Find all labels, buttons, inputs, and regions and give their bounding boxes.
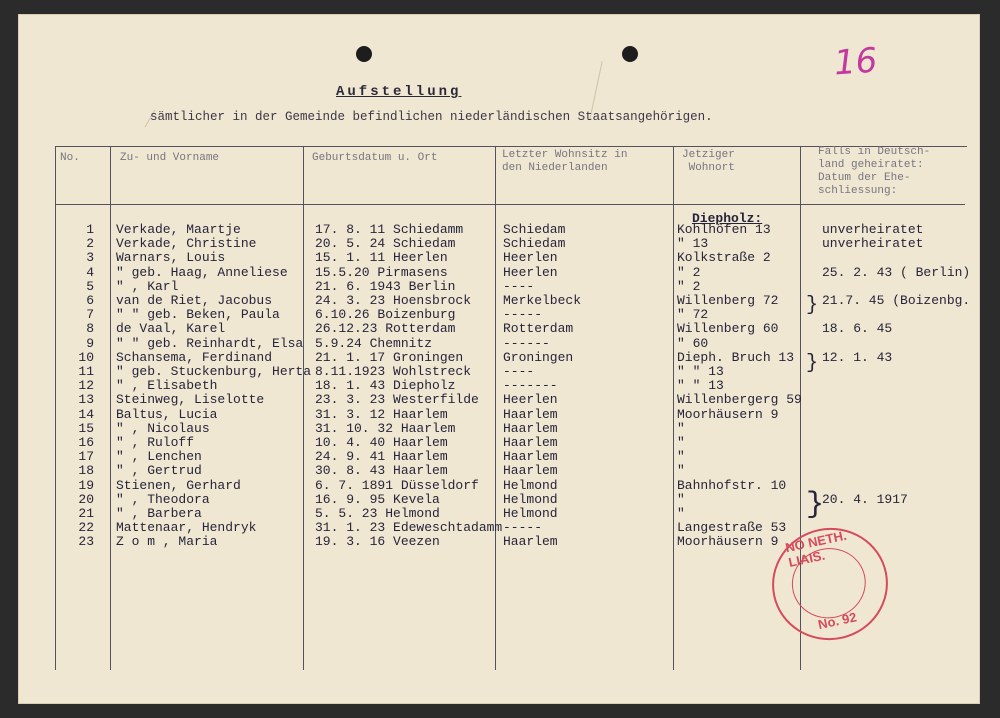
col-divider-birth [495, 146, 496, 670]
cell-current: " 2 [677, 278, 701, 294]
row-number: 7 [86, 307, 94, 323]
cell-name: " , Barbera [116, 506, 202, 521]
row-number: 4 [86, 264, 94, 280]
cell-married: 25. 2. 43 ( Berlin) [822, 264, 971, 280]
row-number: 23 [78, 534, 94, 550]
cell-married: 20. 4. 1917 [822, 491, 908, 507]
cell-current: " [677, 449, 685, 465]
cell-current: Kohlhöfen 13 [677, 222, 771, 237]
cell-name: Steinweg, Liselotte [116, 392, 265, 408]
cell-current: Moorhäusern 9 [677, 534, 779, 550]
cell-current: Moorhäusern 9 [677, 406, 779, 422]
row-number: 18 [78, 463, 94, 479]
row-number: 13 [78, 392, 94, 408]
cell-last: Helmond [503, 506, 558, 521]
row-number: 10 [78, 349, 94, 365]
cell-name: " , Karl [116, 278, 179, 294]
cell-birth: 31. 10. 32 Haarlem [315, 420, 456, 436]
row-number: 14 [78, 406, 94, 422]
cell-name: Z o m , Maria [116, 534, 218, 550]
cell-name: " " geb. Reinhardt, Elsa [116, 335, 304, 351]
cell-name: Mattenaar, Hendryk [116, 520, 257, 536]
row-number: 9 [86, 335, 94, 351]
cell-birth: 31. 3. 12 Haarlem [315, 406, 448, 422]
cell-current: " [677, 420, 685, 436]
page-number: 16 [832, 40, 879, 84]
cell-last: Helmond [503, 491, 558, 507]
cell-current: " 13 [677, 236, 709, 252]
cell-birth: 8.11.1923 Wohlstreck [315, 364, 472, 379]
row-number: 21 [78, 506, 94, 521]
row-number: 2 [86, 236, 94, 252]
cell-last: Haarlem [503, 463, 558, 479]
cell-last: Rotterdam [503, 321, 574, 337]
row-number: 8 [86, 321, 94, 337]
cell-current: " [677, 463, 685, 479]
cell-current: " [677, 435, 685, 450]
cell-name: Schansema, Ferdinand [116, 349, 273, 365]
cell-married: unverheiratet [822, 236, 924, 252]
document-subtitle: sämtlicher in der Gemeinde befindlichen niederländischen Staatsangehörigen. [150, 110, 713, 124]
row-number: 5 [86, 278, 94, 294]
cell-birth: 5. 5. 23 Helmond [315, 506, 440, 521]
row-number: 6 [86, 293, 94, 308]
cell-birth: 24. 3. 23 Hoensbrock [315, 293, 472, 308]
cell-last: Haarlem [503, 406, 558, 422]
cell-birth: 6.10.26 Boizenburg [315, 307, 456, 323]
table-header-rule [55, 204, 965, 205]
header-current-residence: Jetziger Wohnort [682, 149, 735, 174]
bracket-mark: } [806, 294, 819, 317]
row-number: 15 [78, 420, 94, 436]
cell-name: Verkade, Maartje [116, 222, 241, 237]
cell-last: Heerlen [503, 392, 558, 408]
cell-last: Schiedam [503, 236, 566, 252]
cell-birth: 18. 1. 43 Diepholz [315, 378, 456, 394]
cell-birth: 15. 1. 11 Heerlen [315, 250, 448, 266]
cell-current: " 2 [677, 264, 701, 280]
cell-current: Willenberg 60 [677, 321, 779, 337]
cell-name: Warnars, Louis [116, 250, 226, 266]
cell-last: Merkelbeck [503, 293, 582, 308]
header-no: No. [60, 152, 80, 164]
row-number: 16 [78, 435, 94, 450]
cell-current: Kolkstraße 2 [677, 250, 771, 266]
row-number: 19 [78, 477, 94, 493]
row-number: 17 [78, 449, 94, 465]
cell-last: ------ [503, 335, 550, 351]
cell-name: " geb. Stuckenburg, Herta [116, 364, 312, 379]
cell-name: " , Nicolaus [116, 420, 210, 436]
punch-hole-left [356, 46, 372, 62]
cell-birth: 15.5.20 Pirmasens [315, 264, 448, 280]
punch-hole-right [622, 46, 638, 62]
cell-birth: 20. 5. 24 Schiedam [315, 236, 456, 252]
current-place-heading: Diepholz: [692, 211, 763, 226]
cell-last: Heerlen [503, 250, 558, 266]
cell-married: 12. 1. 43 [822, 349, 893, 365]
cell-birth: 26.12.23 Rotterdam [315, 321, 456, 337]
cell-name: Verkade, Christine [116, 236, 257, 252]
cell-birth: 16. 9. 95 Kevela [315, 491, 440, 507]
cell-married: 18. 6. 45 [822, 321, 893, 337]
cell-last: ------- [503, 378, 558, 394]
cell-name: " , Elisabeth [116, 378, 218, 394]
col-divider-name [303, 146, 304, 670]
cell-current: " 60 [677, 335, 709, 351]
row-number: 11 [78, 364, 94, 379]
row-number: 1 [86, 222, 94, 237]
document-title: Aufstellung [336, 84, 462, 100]
cell-last: Haarlem [503, 534, 558, 550]
cell-current: Dieph. Bruch 13 [677, 349, 795, 365]
col-divider-no [110, 146, 111, 670]
cell-name: " , Theodora [116, 491, 210, 507]
cell-current: Bahnhofstr. 10 [677, 477, 787, 493]
row-number: 20 [78, 491, 94, 507]
bracket-mark: } [806, 488, 825, 522]
cell-name: Baltus, Lucia [116, 406, 218, 422]
cell-name: " " geb. Beken, Paula [116, 307, 280, 323]
cell-last: Haarlem [503, 449, 558, 465]
header-last-residence: Letzter Wohnsitz in den Niederlanden [502, 149, 628, 174]
cell-name: " geb. Haag, Anneliese [116, 264, 288, 280]
cell-current: " " 13 [677, 378, 724, 394]
cell-current: " [677, 506, 685, 521]
cell-last: ----- [503, 520, 543, 536]
cell-name: de Vaal, Karel [116, 321, 226, 337]
cell-birth: 30. 8. 43 Haarlem [315, 463, 448, 479]
cell-name: van de Riet, Jacobus [116, 293, 273, 308]
cell-name: " , Gertrud [116, 463, 202, 479]
col-divider-last [673, 146, 674, 670]
cell-last: Schiedam [503, 222, 566, 237]
cell-birth: 24. 9. 41 Haarlem [315, 449, 448, 465]
cell-last: ---- [503, 364, 535, 379]
cell-current: Willenberg 72 [677, 293, 779, 308]
cell-birth: 17. 8. 11 Schiedamm [315, 222, 464, 237]
cell-birth: 23. 3. 23 Westerfilde [315, 392, 479, 408]
cell-last: Helmond [503, 477, 558, 493]
header-name: Zu- und Vorname [120, 152, 220, 164]
cell-last: Heerlen [503, 264, 558, 280]
bracket-mark: } [806, 352, 819, 375]
cell-married: 21.7. 45 (Boizenbg. [822, 293, 971, 308]
cell-current: " " 13 [677, 364, 724, 379]
cell-name: " , Ruloff [116, 435, 195, 450]
cell-last: Groningen [503, 349, 574, 365]
row-number: 22 [78, 520, 94, 536]
cell-name: " , Lenchen [116, 449, 202, 465]
cell-last: Haarlem [503, 420, 558, 436]
cell-last: ---- [503, 278, 535, 294]
cell-birth: 10. 4. 40 Haarlem [315, 435, 448, 450]
cell-current: " [677, 491, 685, 507]
header-birth: Geburtsdatum u. Ort [312, 152, 438, 164]
cell-last: ----- [503, 307, 543, 323]
cell-married: unverheiratet [822, 222, 924, 237]
cell-last: Haarlem [503, 435, 558, 450]
table-border-left [55, 146, 56, 670]
cell-birth: 6. 7. 1891 Düsseldorf [315, 477, 479, 493]
header-marriage-date: Falls in Deutsch- land geheiratet: Datum der Ehe- schliessung: [818, 146, 931, 197]
cell-current: " 72 [677, 307, 709, 323]
cell-current: Willenbergerg 59 [677, 392, 802, 408]
cell-birth: 5.9.24 Chemnitz [315, 335, 433, 351]
row-number: 12 [78, 378, 94, 394]
row-number: 3 [86, 250, 94, 266]
cell-birth: 19. 3. 16 Veezen [315, 534, 440, 550]
stamp-text-bottom: No. 92 [816, 609, 858, 633]
cell-current: Langestraße 53 [677, 520, 787, 536]
cell-birth: 21. 1. 17 Groningen [315, 349, 464, 365]
cell-name: Stienen, Gerhard [116, 477, 241, 493]
cell-birth: 31. 1. 23 Edeweschtadamm [315, 520, 503, 536]
stamp-text-top: NO NETH. LIAIS. [783, 527, 848, 570]
cell-birth: 21. 6. 1943 Berlin [315, 278, 456, 294]
